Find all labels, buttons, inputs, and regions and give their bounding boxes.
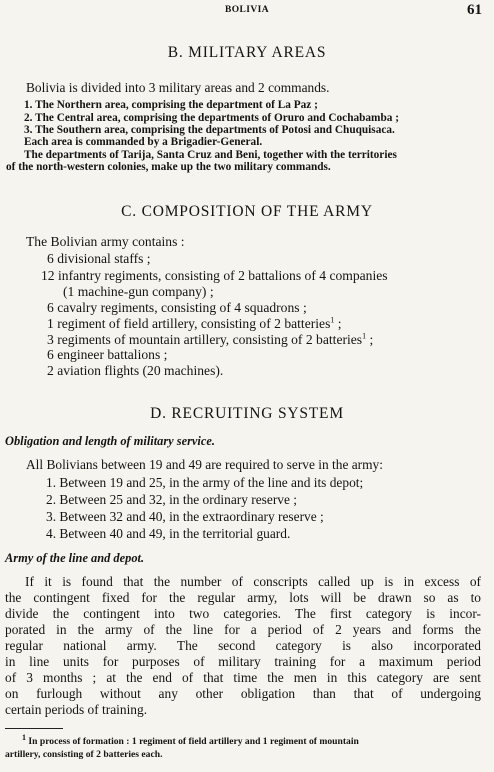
section-b-heading: B. MILITARY AREAS bbox=[167, 44, 327, 61]
obligation-item-4: 4. Between 40 and 49, in the territorial guard. bbox=[46, 526, 291, 541]
page-number: 61 bbox=[467, 2, 482, 18]
section-d-heading: D. RECRUITING SYSTEM bbox=[150, 405, 344, 422]
section-b-item-2: 2. The Central area, comprising the departments of Oruro and Cochabamba ; bbox=[24, 112, 399, 124]
section-b-paragraph-line-1: The departments of Tarija, Santa Cruz and Beni, together with the territories bbox=[24, 149, 397, 161]
obligation-item-2: 2. Between 25 and 32, in the ordinary reserve ; bbox=[46, 492, 297, 507]
section-b-paragraph-line-2: of the north-western colonies, make up the two military commands. bbox=[6, 161, 331, 173]
paragraph-line: certain periods of training. bbox=[5, 702, 148, 717]
section-c-item-3: 6 cavalry regiments, consisting of 4 squadrons ; bbox=[47, 300, 307, 315]
obligation-item-1: 1. Between 19 and 25, in the army of the line and its depot; bbox=[46, 475, 364, 490]
section-b-item-1: 1. The Northern area, comprising the department of La Paz ; bbox=[24, 99, 318, 111]
section-c-item-2: 12 infantry regiments, consisting of 2 battalions of 4 companies bbox=[41, 268, 388, 283]
paragraph-line: If it is found that the number of conscripts called up is in excess of bbox=[25, 574, 481, 589]
section-c-item-7: 2 aviation flights (20 machines). bbox=[47, 363, 224, 378]
footnote-reference: 1 bbox=[330, 315, 335, 325]
section-c-item-6: 6 engineer battalions ; bbox=[47, 347, 168, 362]
obligation-item-3: 3. Between 32 and 40, in the extraordinary reserve ; bbox=[46, 509, 324, 524]
footnote-mark: 1 bbox=[22, 732, 26, 742]
paragraph-line: regular national army. The second category is also incorporated bbox=[5, 638, 481, 653]
paragraph-line: the contingent fixed for the regular army, lots will be drawn so as to bbox=[5, 590, 481, 605]
subheading-obligation: Obligation and length of military service. bbox=[5, 434, 215, 448]
paragraph-line: porated in the army of the line for a period of 2 years and forms the bbox=[5, 622, 481, 637]
paragraph-line: of 3 months ; at the end of that time the men in this category are sent bbox=[5, 670, 481, 685]
section-c-item-4: 1 regiment of field artillery, consisting of 2 batteries$^1$ ; bbox=[47, 315, 342, 331]
running-title: BOLIVIA bbox=[225, 5, 269, 15]
section-b-item-3: 3. The Southern area, comprising the departments of Potosi and Chuquisaca. bbox=[24, 124, 395, 136]
paragraph-line: on furlough without any other obligation than that of undergoing bbox=[5, 686, 481, 701]
section-b-command-note: Each area is commanded by a Brigadier-General. bbox=[24, 136, 263, 148]
section-c-item-1: 6 divisional staffs ; bbox=[47, 251, 151, 266]
running-head bbox=[0, 2, 494, 18]
section-b-intro: Bolivia is divided into 3 military areas and 2 commands. bbox=[26, 80, 330, 95]
paragraph-line: divide the contingent into two categories. The first category is incor- bbox=[5, 606, 481, 621]
section-c-item-5: 3 regiments of mountain artillery, consisting of 2 batteries$^1$ ; bbox=[47, 331, 374, 347]
obligation-intro: All Bolivians between 19 and 49 are required to serve in the army: bbox=[26, 457, 383, 472]
section-c-heading: C. COMPOSITION OF THE ARMY bbox=[121, 203, 373, 220]
subheading-army-of-the-line: Army of the line and depot. bbox=[5, 551, 145, 565]
paragraph-line: in line units for purposes of military training for a maximum period bbox=[5, 654, 481, 669]
footnote-line-2: artillery, consisting of 2 batteries each. bbox=[5, 749, 163, 760]
footnote-line-1: $^1$ In process of formation : 1 regiment of field artillery and 1 regiment of mountain bbox=[22, 732, 359, 747]
section-c-intro: The Bolivian army contains : bbox=[26, 234, 185, 249]
section-c-item-2-continued: (1 machine-gun company) ; bbox=[63, 284, 214, 299]
footnote-reference: 1 bbox=[362, 331, 367, 341]
footnote-divider bbox=[5, 728, 63, 729]
